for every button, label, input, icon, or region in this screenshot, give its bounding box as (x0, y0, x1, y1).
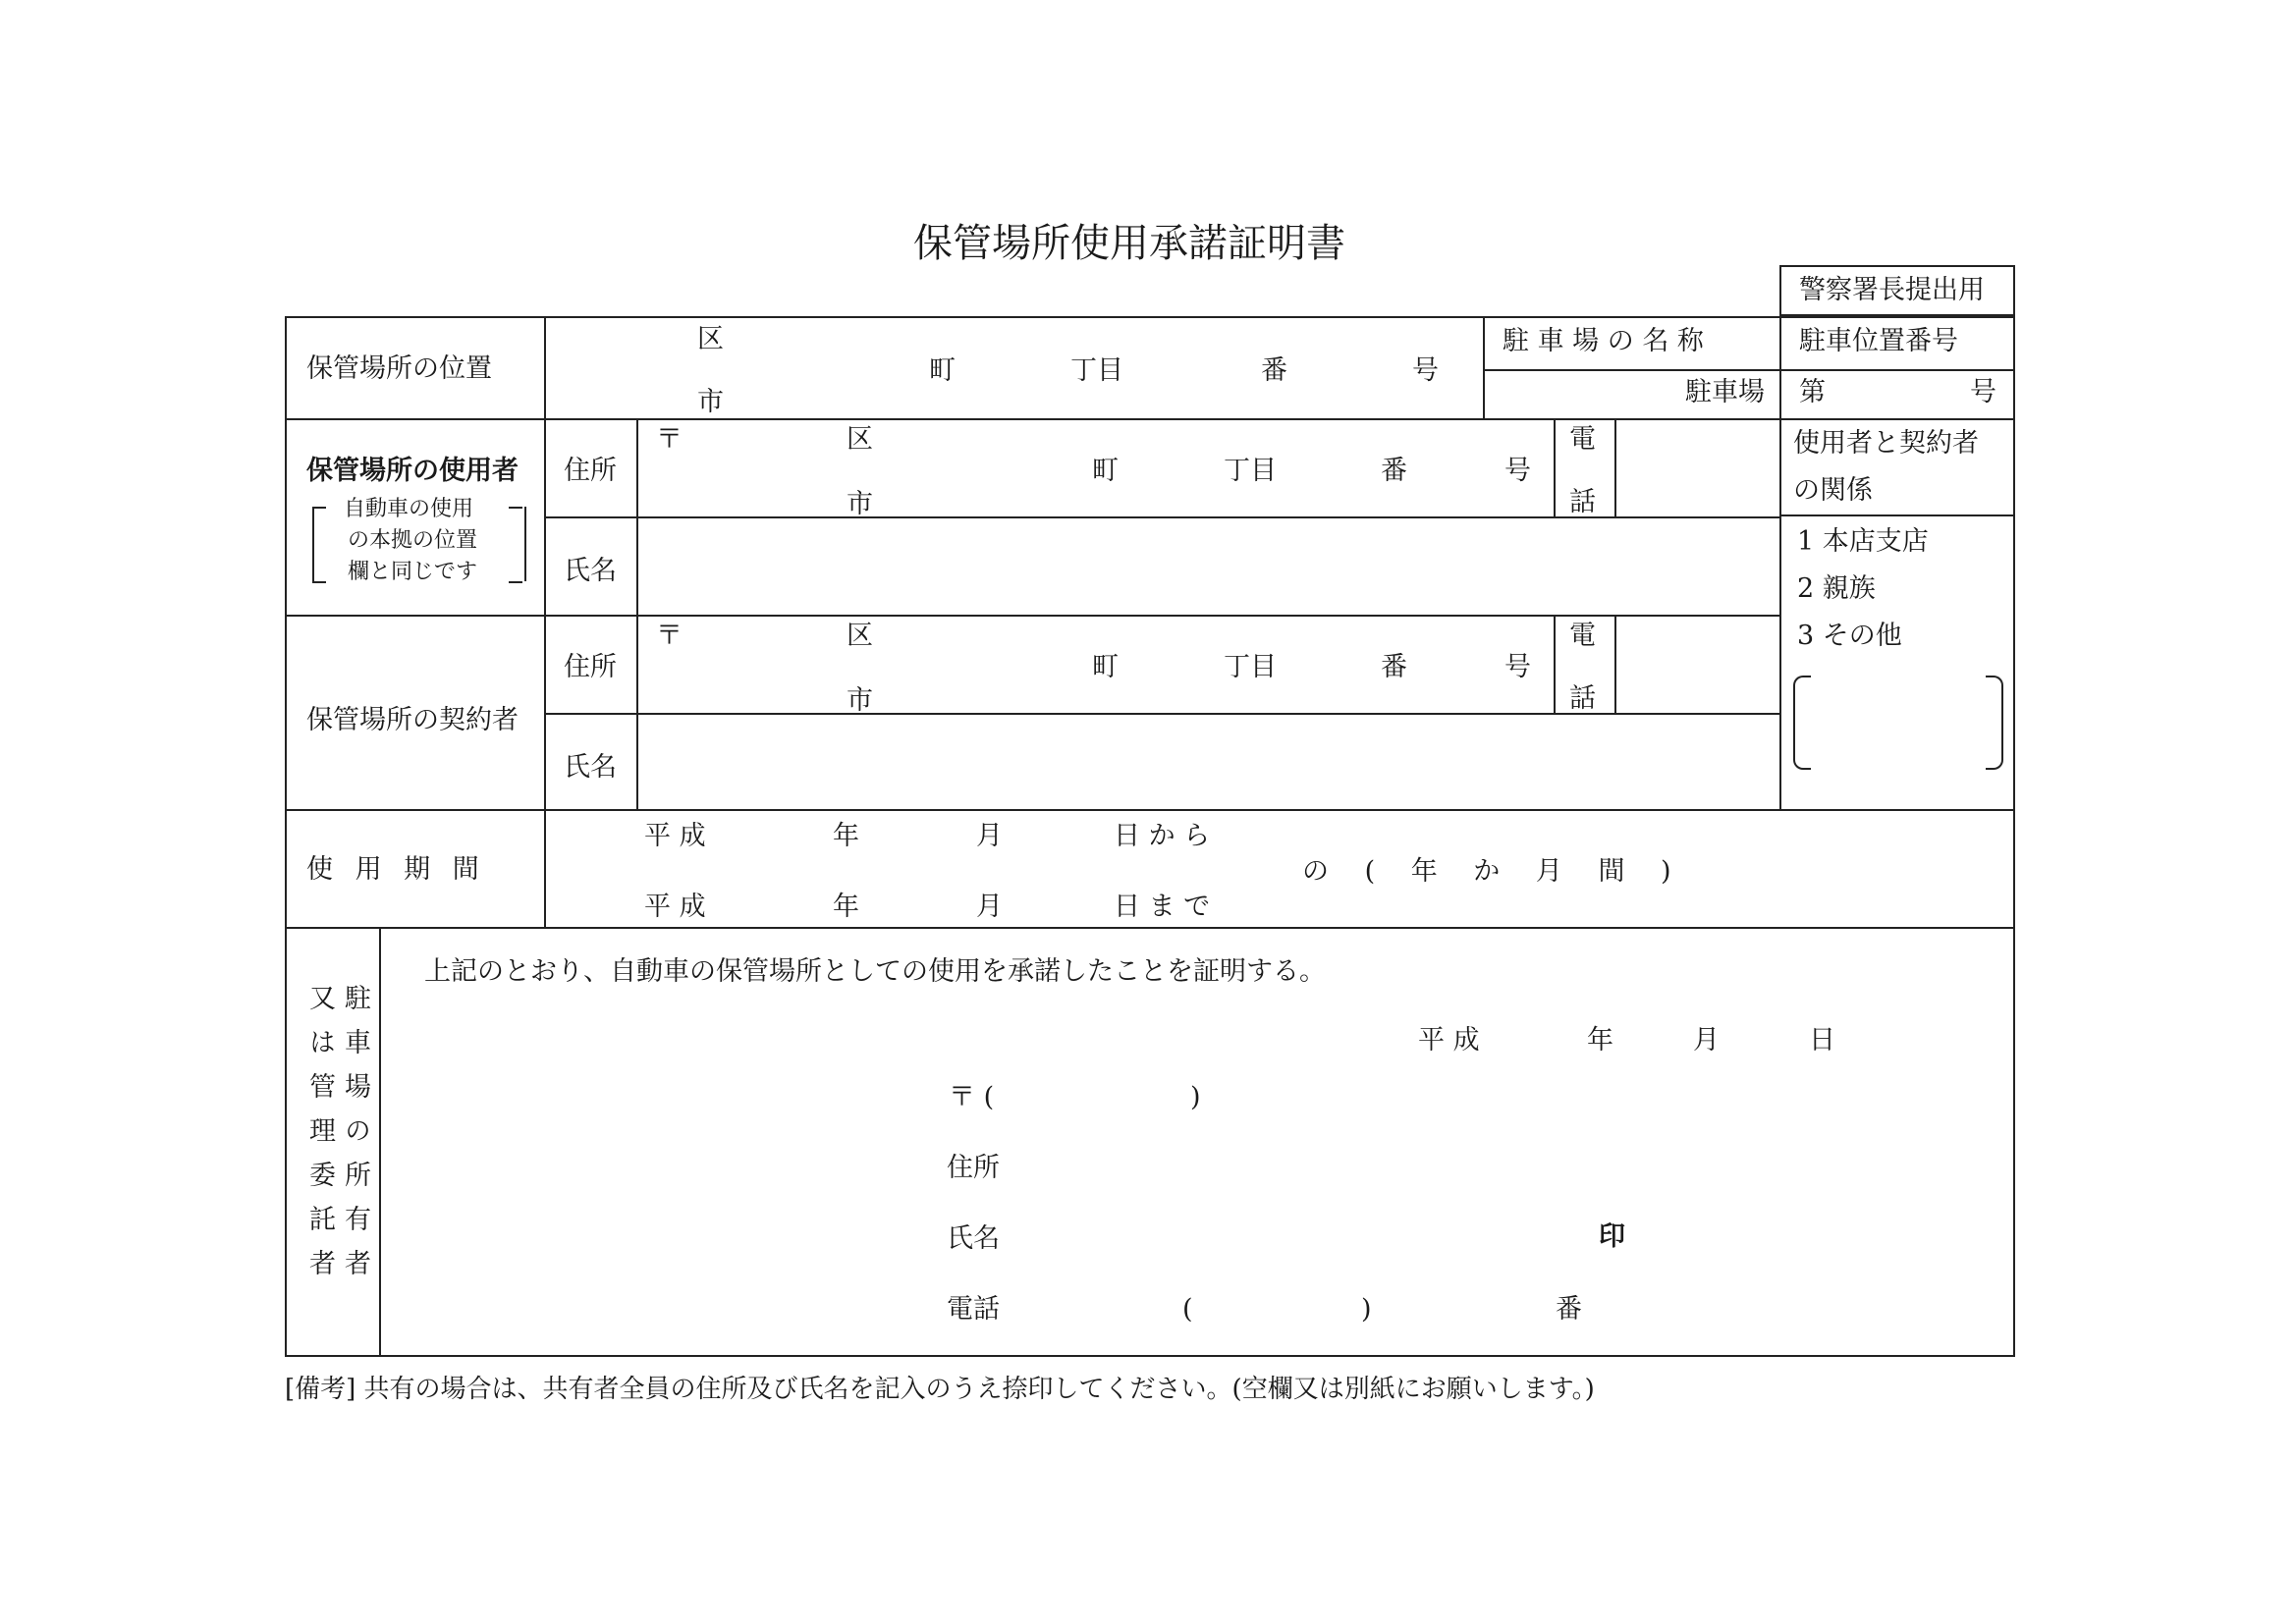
user-note-line-3: 欄と同じです (348, 560, 478, 584)
location-ku: 区 (697, 324, 724, 354)
row-line (1779, 418, 2015, 420)
parking-dai: 第 (1799, 377, 1826, 407)
relation-label-line-1: 使用者と契約者 (1793, 428, 1979, 459)
certifier-name-label: 氏名 (947, 1223, 1000, 1254)
certifier-date-gatsu: 月 (1693, 1025, 1720, 1056)
certifier-address-label: 住所 (947, 1153, 1000, 1183)
user-ban: 番 (1381, 456, 1407, 486)
location-ban: 番 (1261, 355, 1287, 386)
certifier-date-heisei: 平 成 (1418, 1025, 1480, 1056)
col-line (1554, 418, 1556, 516)
contractor-label: 保管場所の契約者 (306, 705, 519, 735)
parking-name-suffix: 駐車場 (1685, 377, 1765, 407)
col-line (1614, 418, 1616, 516)
col-line (1483, 316, 1485, 418)
parking-name-label: 駐 車 場 の 名 称 (1503, 326, 1704, 356)
user-phone-label-2: 話 (1569, 487, 1596, 517)
row-line (1779, 369, 2015, 371)
period-end-heisei: 平 成 (644, 892, 706, 922)
certifier-statement: 上記のとおり、自動車の保管場所としての使用を承諾したことを証明する。 (424, 956, 1326, 987)
contractor-cho: 町 (1092, 652, 1119, 682)
col-line (544, 316, 546, 927)
col-line (1554, 615, 1556, 713)
user-postal-mark: 〒 (656, 424, 683, 455)
user-cho: 町 (1092, 456, 1119, 486)
location-cho: 町 (929, 355, 956, 386)
col-line (379, 927, 381, 1357)
col-line (1614, 615, 1616, 713)
user-shi: 市 (847, 489, 873, 519)
certifier-label-col2: 又は管理委託者 (304, 984, 335, 1293)
user-address-label: 住所 (564, 456, 617, 486)
certifier-phone-ban: 番 (1556, 1294, 1582, 1325)
contractor-go: 号 (1504, 652, 1531, 682)
period-end-nen: 年 (833, 892, 859, 922)
bracket-line (312, 581, 326, 583)
period-label: 使 用 期 間 (306, 854, 479, 885)
parking-position-label: 駐車位置番号 (1799, 326, 1958, 356)
location-go: 号 (1412, 355, 1439, 386)
col-line (1779, 316, 1781, 809)
period-start-heisei: 平 成 (644, 821, 706, 851)
location-label: 保管場所の位置 (306, 353, 492, 384)
certifier-phone-open: ( (1182, 1294, 1193, 1325)
police-header: 警察署長提出用 (1799, 275, 1985, 305)
certifier-date-nichi: 日 (1809, 1025, 1835, 1056)
row-line (285, 927, 2015, 929)
certifier-date-nen: 年 (1587, 1025, 1613, 1056)
row-line (1483, 369, 1779, 371)
contractor-phone-label-2: 話 (1569, 683, 1596, 714)
contractor-phone-label-1: 電 (1569, 621, 1596, 651)
period-start-gatsu: 月 (976, 821, 1003, 851)
contractor-ban: 番 (1381, 652, 1407, 682)
user-label: 保管場所の使用者 (306, 456, 519, 486)
relation-bracket-right (1986, 676, 2003, 770)
period-start-nen: 年 (833, 821, 859, 851)
remarks-note: [備考] 共有の場合は、共有者全員の住所及び氏名を記入のうえ捺印してください。(空欄又は別紙にお願いします。) (285, 1375, 1595, 1404)
certifier-postal-open: 〒 ( (949, 1082, 995, 1112)
seal-mark: 印 (1599, 1221, 1625, 1252)
certifier-phone-close: ) (1361, 1294, 1372, 1325)
relation-option-3: 3 その他 (1797, 621, 1902, 651)
period-end-gatsu: 月 (976, 892, 1003, 922)
bracket-line (312, 507, 326, 509)
period-end-nichi: 日 ま で (1114, 892, 1211, 922)
contractor-ku: 区 (847, 621, 873, 651)
user-chome: 丁目 (1224, 456, 1277, 486)
bracket-line (509, 507, 522, 509)
relation-option-1: 1 本店支店 (1797, 526, 1929, 557)
user-name-label: 氏名 (564, 556, 617, 586)
row-line (1779, 514, 2015, 516)
relation-bracket-left (1793, 676, 1811, 770)
period-duration: の ( 年 か 月 間 ) (1302, 856, 1671, 887)
location-shi: 市 (697, 387, 724, 417)
relation-label-line-2: の関係 (1793, 475, 1873, 506)
col-line (636, 418, 638, 809)
user-phone-label-1: 電 (1569, 424, 1596, 455)
certifier-label-col1: 駐車場の所有者 (340, 984, 370, 1293)
bracket-line (509, 581, 522, 583)
contractor-postal-mark: 〒 (656, 621, 683, 651)
certifier-phone-label: 電話 (947, 1294, 1000, 1325)
location-chome: 丁目 (1070, 355, 1123, 386)
relation-option-2: 2 親族 (1797, 573, 1876, 604)
page-title: 保管場所使用承諾証明書 (913, 221, 1345, 266)
user-ku: 区 (847, 424, 873, 455)
contractor-address-label: 住所 (564, 652, 617, 682)
certifier-postal-close: ) (1190, 1082, 1201, 1112)
period-start-nichi: 日 か ら (1114, 821, 1211, 851)
contractor-shi: 市 (847, 685, 873, 716)
user-note-line-2: の本拠の位置 (348, 528, 478, 553)
contractor-chome: 丁目 (1224, 652, 1277, 682)
contractor-name-label: 氏名 (564, 752, 617, 783)
user-note-line-1: 自動車の使用 (344, 497, 474, 521)
parking-go: 号 (1970, 377, 1996, 407)
user-go: 号 (1504, 456, 1531, 486)
